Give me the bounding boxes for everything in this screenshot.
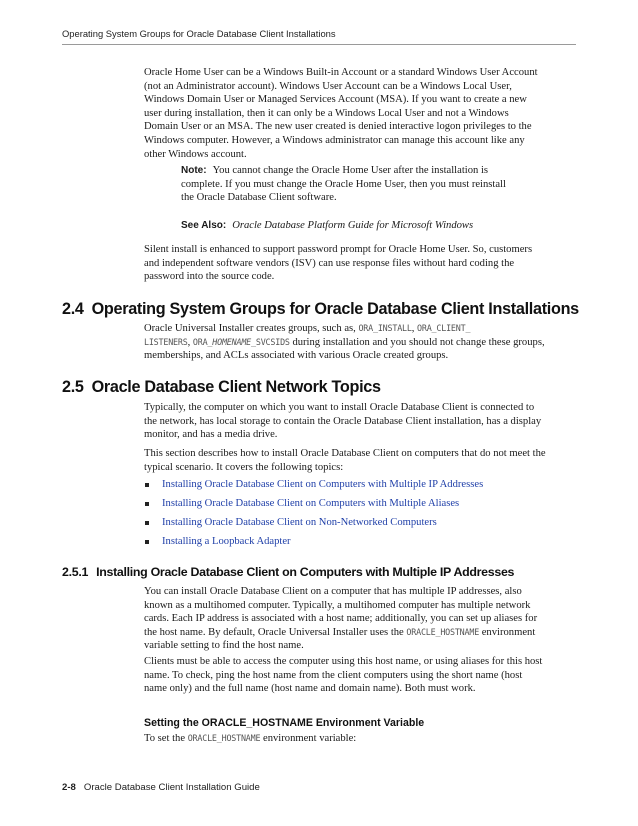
topic-link-text[interactable]: Installing Oracle Database Client on Computers with Multiple Aliases	[162, 497, 460, 509]
code-part: _SVCSIDS	[251, 336, 290, 347]
code-part-italic: HOMENAME	[212, 336, 252, 347]
page-footer	[62, 782, 260, 793]
note-box	[181, 164, 521, 205]
code-ora-homename-svcsids	[193, 337, 290, 347]
code-part: ORA_CLIENT_	[417, 323, 471, 333]
topic-link-non-networked[interactable]	[144, 516, 564, 530]
see-also-reference: Oracle Database Platform Guide for Microsoft Windows	[232, 220, 474, 231]
section-2-5-1-paragraph-1	[144, 585, 549, 653]
see-also-box	[181, 219, 521, 233]
page-number: 2-8	[62, 782, 76, 793]
text-run: ,	[187, 336, 191, 348]
section-number: 2.5.1	[62, 565, 89, 579]
code-part: LISTENERS	[144, 336, 188, 347]
topic-link-loopback-adapter[interactable]	[144, 535, 564, 549]
text-run: ,	[411, 323, 415, 334]
section-title: Installing Oracle Database Client on Computers with Multiple IP Addresses	[96, 565, 515, 579]
see-also-label: See Also:	[181, 220, 227, 231]
subheading-setting-oracle-hostname: Setting the ORACLE_HOSTNAME Environment Variable	[144, 717, 425, 729]
code-ora-install: ORA_INSTALL	[358, 323, 412, 333]
topic-link-text[interactable]: Installing Oracle Database Client on Non-Networked Computers	[162, 516, 437, 528]
section-2-5-1-paragraph-3	[144, 732, 544, 746]
bullet-icon	[145, 540, 149, 544]
note-text: You cannot change the Oracle Home User after the installation is complete. If you must change the Oracle Home User, then you must reinstall the Oracle Database Client software.	[181, 165, 506, 204]
text-run: You can install Oracle Database Client on a computer that has multiple IP addresses, also known as a multihomed computer. Typically, a multihomed computer has multiple network cards. Each IP address is associated with a host name; additionally, you can set up aliases for the host name. By default, Oracle Universal Installer uses the	[144, 586, 538, 638]
section-number: 2.4	[62, 300, 84, 318]
intro-paragraph-silent-install: Silent install is enhanced to support password prompt for Oracle Home User. So, customers and independent software vendors (ISV) can use response files without hard coding the password into the source code.	[144, 244, 533, 283]
text-run: Oracle Universal Installer creates groups, such as,	[144, 323, 356, 334]
section-title: Oracle Database Client Network Topics	[91, 378, 381, 396]
text-run: environment variable setting to find the host name.	[144, 626, 536, 652]
topic-link-text[interactable]: Installing a Loopback Adapter	[162, 535, 291, 547]
section-heading-2-5	[62, 378, 381, 397]
text-run: during installation and you should not change these groups, memberships, and ACLs associated with various Oracle created groups.	[144, 336, 545, 362]
section-heading-2-5-1	[62, 565, 514, 579]
note-label: Note:	[181, 165, 207, 176]
code-oracle-hostname: ORACLE_HOSTNAME	[406, 626, 480, 637]
topic-link-multiple-aliases[interactable]	[144, 497, 564, 511]
code-part: ORA_	[192, 336, 213, 347]
bullet-icon	[145, 483, 149, 487]
text-run: To set the	[144, 733, 186, 744]
section-2-5-1-paragraph-2: Clients must be able to access the computer using this host name, or using aliases for this host name. To check, ping the host name from the client computers using the short name (host name only) and the full name (host name and domain name). Both must work.	[144, 656, 543, 695]
text-run: environment variable:	[263, 733, 357, 744]
section-heading-2-4	[62, 300, 579, 319]
topic-link-text[interactable]: Installing Oracle Database Client on Computers with Multiple IP Addresses	[162, 479, 484, 490]
intro-paragraph-oracle-home-user: Oracle Home User can be a Windows Built-in Account or a standard Windows User Account (not an Administrator account). Windows User Account can be a Windows Local User, Windows Domain User or Managed Services Account (MSA). If you want to create a new user during installation, then it can only be a Windows Local User and not a Windows Domain User or an MSA. The new user created is denied interactive logon privileges to the Windows computer. However, a Windows administrator can manage this account like any other Windows account.	[144, 67, 538, 160]
running-header: Operating System Groups for Oracle Database Client Installations	[62, 28, 576, 45]
topics-list	[144, 478, 564, 554]
bullet-icon	[145, 502, 149, 506]
section-title: Operating System Groups for Oracle Database Client Installations	[91, 300, 579, 318]
topic-link-multiple-ip[interactable]	[144, 478, 564, 492]
section-2-4-paragraph	[144, 322, 549, 363]
section-2-5-paragraph-1: Typically, the computer on which you want to install Oracle Database Client is connected to the network, has local storage to contain the Oracle Database Client installation, has a display monitor, and has a media drive.	[144, 402, 542, 441]
section-2-5-paragraph-2: This section describes how to install Oracle Database Client on computers that do not meet the typical scenario. It covers the following topics:	[144, 448, 546, 473]
bullet-icon	[145, 521, 149, 525]
code-oracle-hostname: ORACLE_HOSTNAME	[187, 733, 261, 743]
book-title: Oracle Database Client Installation Guide	[83, 782, 260, 793]
section-number: 2.5	[62, 378, 84, 396]
